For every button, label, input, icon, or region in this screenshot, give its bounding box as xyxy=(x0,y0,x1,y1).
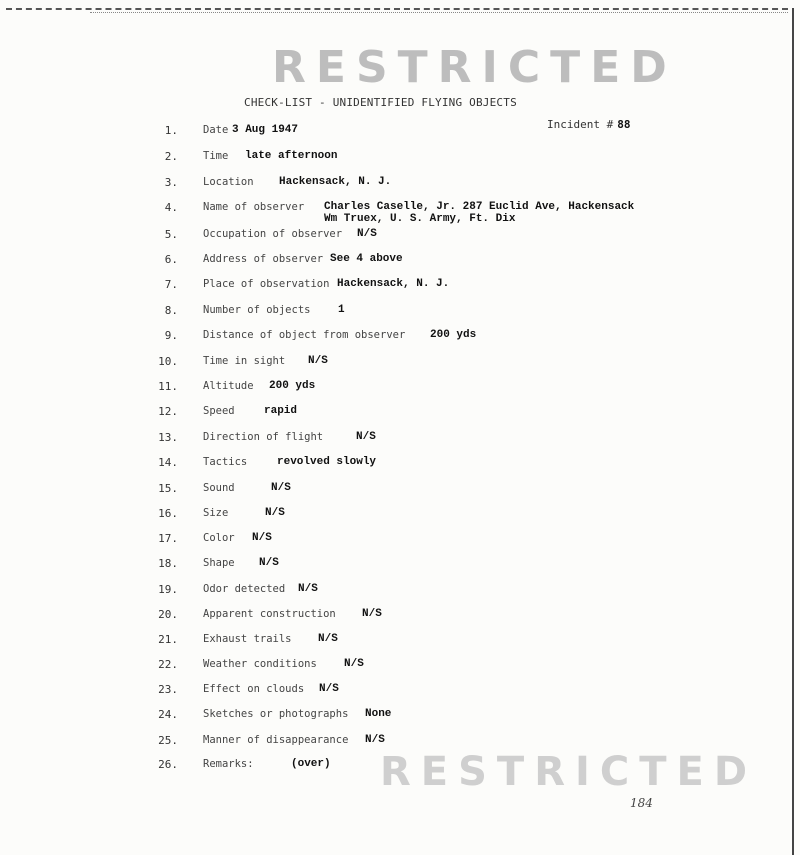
item-number: 26. xyxy=(158,758,178,771)
item-label: Sketches or photographs xyxy=(203,708,349,720)
item-value: N/S xyxy=(308,355,328,367)
item-label: Direction of flight xyxy=(203,431,324,443)
item-label: Effect on clouds xyxy=(203,683,305,695)
top-border-dots xyxy=(90,12,788,13)
item-value: N/S xyxy=(344,658,364,670)
item-number: 6. xyxy=(164,253,178,266)
item-value: N/S xyxy=(318,633,338,645)
item-label: Manner of disappearance xyxy=(203,734,349,746)
item-label: Occupation of observer xyxy=(203,228,343,240)
item-value: (over) xyxy=(291,758,331,770)
item-value: See 4 above xyxy=(330,253,403,265)
incident-number xyxy=(547,118,630,131)
item-number: 20. xyxy=(158,608,178,621)
item-number: 10. xyxy=(158,355,178,368)
item-value: 200 yds xyxy=(430,329,477,341)
item-value: N/S xyxy=(265,507,285,519)
item-value: Charles Caselle, Jr. 287 Euclid Ave, Hackensack xyxy=(324,201,635,213)
item-label: Size xyxy=(203,507,229,519)
item-number: 5. xyxy=(164,228,178,241)
item-number: 25. xyxy=(158,734,178,747)
item-value: N/S xyxy=(319,683,339,695)
item-number: 3. xyxy=(164,176,178,189)
item-number: 22. xyxy=(158,658,178,671)
item-label: Tactics xyxy=(203,456,248,468)
item-label: Weather conditions xyxy=(203,658,317,670)
page-mark: 184 xyxy=(630,796,653,810)
item-label: Exhaust trails xyxy=(203,633,292,645)
item-label: Place of observation xyxy=(203,278,330,290)
item-value: N/S xyxy=(298,583,318,595)
item-label: Sound xyxy=(203,482,235,494)
item-number: 24. xyxy=(158,708,178,721)
item-value: N/S xyxy=(259,557,279,569)
item-label: Location xyxy=(203,176,254,188)
item-value: Hackensack, N. J. xyxy=(337,278,450,290)
item-label: Number of objects xyxy=(203,304,311,316)
item-number: 21. xyxy=(158,633,178,646)
item-number: 17. xyxy=(158,532,178,545)
item-number: 9. xyxy=(164,329,178,342)
incident-label: Incident # xyxy=(547,118,614,131)
item-label: Speed xyxy=(203,405,235,417)
item-number: 4. xyxy=(164,201,178,214)
item-number: 15. xyxy=(158,482,178,495)
item-number: 8. xyxy=(164,304,178,317)
item-number: 7. xyxy=(164,278,178,291)
item-value: None xyxy=(365,708,392,720)
item-label: Odor detected xyxy=(203,583,286,595)
item-number: 11. xyxy=(158,380,178,393)
item-value: N/S xyxy=(365,734,385,746)
item-number: 1. xyxy=(164,124,178,137)
item-label: Date xyxy=(203,124,229,136)
item-value: N/S xyxy=(356,431,376,443)
right-border-line xyxy=(792,8,794,855)
item-value: Hackensack, N. J. xyxy=(279,176,392,188)
item-number: 13. xyxy=(158,431,178,444)
item-label: Shape xyxy=(203,557,235,569)
item-label: Name of observer xyxy=(203,201,305,213)
item-number: 2. xyxy=(164,150,178,163)
item-label: Address of observer xyxy=(203,253,324,265)
item-number: 16. xyxy=(158,507,178,520)
item-label: Apparent construction xyxy=(203,608,336,620)
item-number: 14. xyxy=(158,456,178,469)
item-value: late afternoon xyxy=(245,150,338,162)
item-value: 3 Aug 1947 xyxy=(232,124,299,136)
document-title: CHECK-LIST - UNIDENTIFIED FLYING OBJECTS xyxy=(244,96,517,109)
item-label: Altitude xyxy=(203,380,254,392)
item-value: N/S xyxy=(362,608,382,620)
item-value: N/S xyxy=(252,532,272,544)
restricted-stamp-bottom: RESTRICTED xyxy=(380,749,758,795)
item-number: 23. xyxy=(158,683,178,696)
item-label: Time xyxy=(203,150,229,162)
item-value: N/S xyxy=(271,482,291,494)
item-value: 1 xyxy=(338,304,345,316)
item-value: N/S xyxy=(357,228,377,240)
item-label: Time in sight xyxy=(203,355,286,367)
top-border-line xyxy=(6,8,788,10)
incident-value: 88 xyxy=(617,118,631,131)
item-label: Color xyxy=(203,532,235,544)
item-number: 18. xyxy=(158,557,178,570)
item-value: rapid xyxy=(264,405,298,417)
item-value: revolved slowly xyxy=(277,456,377,468)
item-label: Remarks: xyxy=(203,758,254,770)
item-label: Distance of object from observer xyxy=(203,329,406,341)
item-number: 12. xyxy=(158,405,178,418)
item-value: 200 yds xyxy=(269,380,316,392)
restricted-stamp-top: RESTRICTED xyxy=(272,42,677,93)
item-number: 19. xyxy=(158,583,178,596)
item-value-second-line: Wm Truex, U. S. Army, Ft. Dix xyxy=(324,213,516,225)
